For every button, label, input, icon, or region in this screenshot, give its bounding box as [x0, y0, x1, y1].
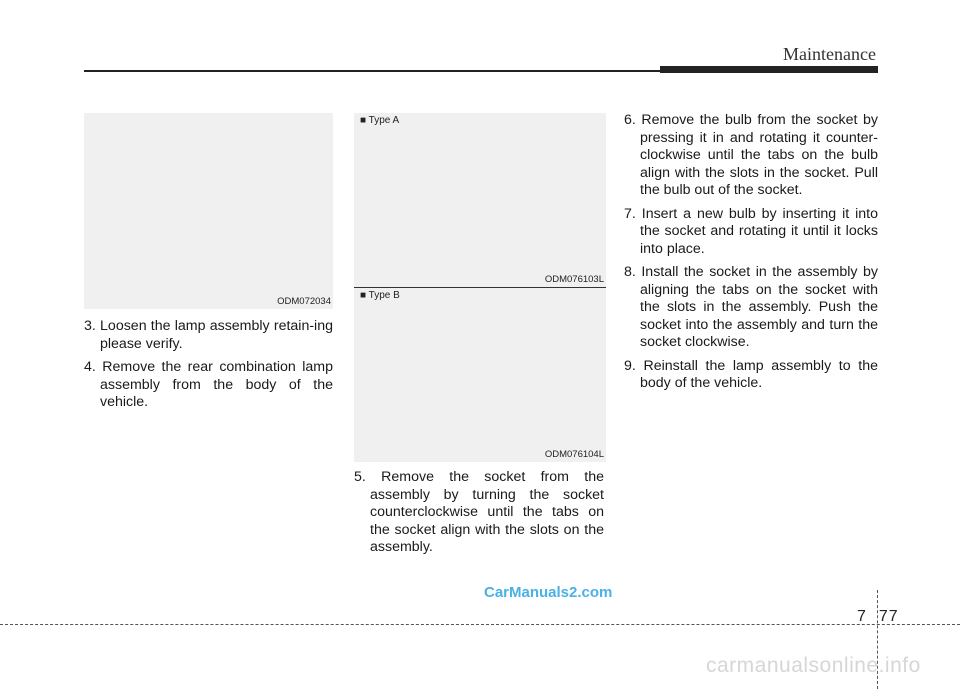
steps-middle	[354, 469, 604, 563]
steps-left	[84, 318, 333, 418]
figure-type-a	[354, 113, 606, 287]
chapter-number: 7	[857, 608, 867, 625]
page-number-value: 77	[878, 608, 899, 625]
step-item: 3. Loosen the lamp assembly retain-ing please verify.	[84, 318, 333, 352]
figure-type-label: ■ Type A	[360, 115, 400, 126]
steps-right	[624, 112, 878, 399]
step-item: 7. Insert a new bulb by inserting it into the socket and rotating it until it locks into place.	[624, 205, 878, 257]
figure-code: ODM072034	[277, 296, 331, 307]
page-number	[857, 608, 899, 626]
step-item: 6. Remove the bulb from the socket by pressing it in and rotating it counter-clockwise until the tabs on the bulb align with the slots in the socket. Pull the bulb out of the socket.	[624, 112, 878, 198]
step-item: 9. Reinstall the lamp assembly to the body of the vehicle.	[624, 357, 878, 391]
header-rule-thin	[84, 70, 660, 72]
figure-code: ODM076103L	[544, 274, 604, 285]
footer-dashed-rule	[0, 624, 960, 625]
watermark-bottom: carmanualsonline.info	[706, 654, 921, 677]
step-item: 5. Remove the socket from the assembly by turning the socket counterclockwise until the tabs on the socket align with the slots on the assembly.	[354, 469, 604, 555]
step-item: 8. Install the socket in the assembly by aligning the tabs on the socket with the slots in the assembly. Push the socket into the assembly and turn the socket clockwise.	[624, 264, 878, 350]
figure-code: ODM076104L	[544, 449, 604, 460]
figure-type-label: ■ Type B	[360, 290, 400, 301]
figure-type-b	[354, 288, 606, 462]
watermark-top: CarManuals2.com	[484, 584, 613, 601]
step-item: 4. Remove the rear combination lamp assembly from the body of the vehicle.	[84, 359, 333, 410]
section-title: Maintenance	[783, 44, 876, 64]
header-rule-thick	[660, 66, 878, 73]
figure-left	[84, 113, 333, 309]
